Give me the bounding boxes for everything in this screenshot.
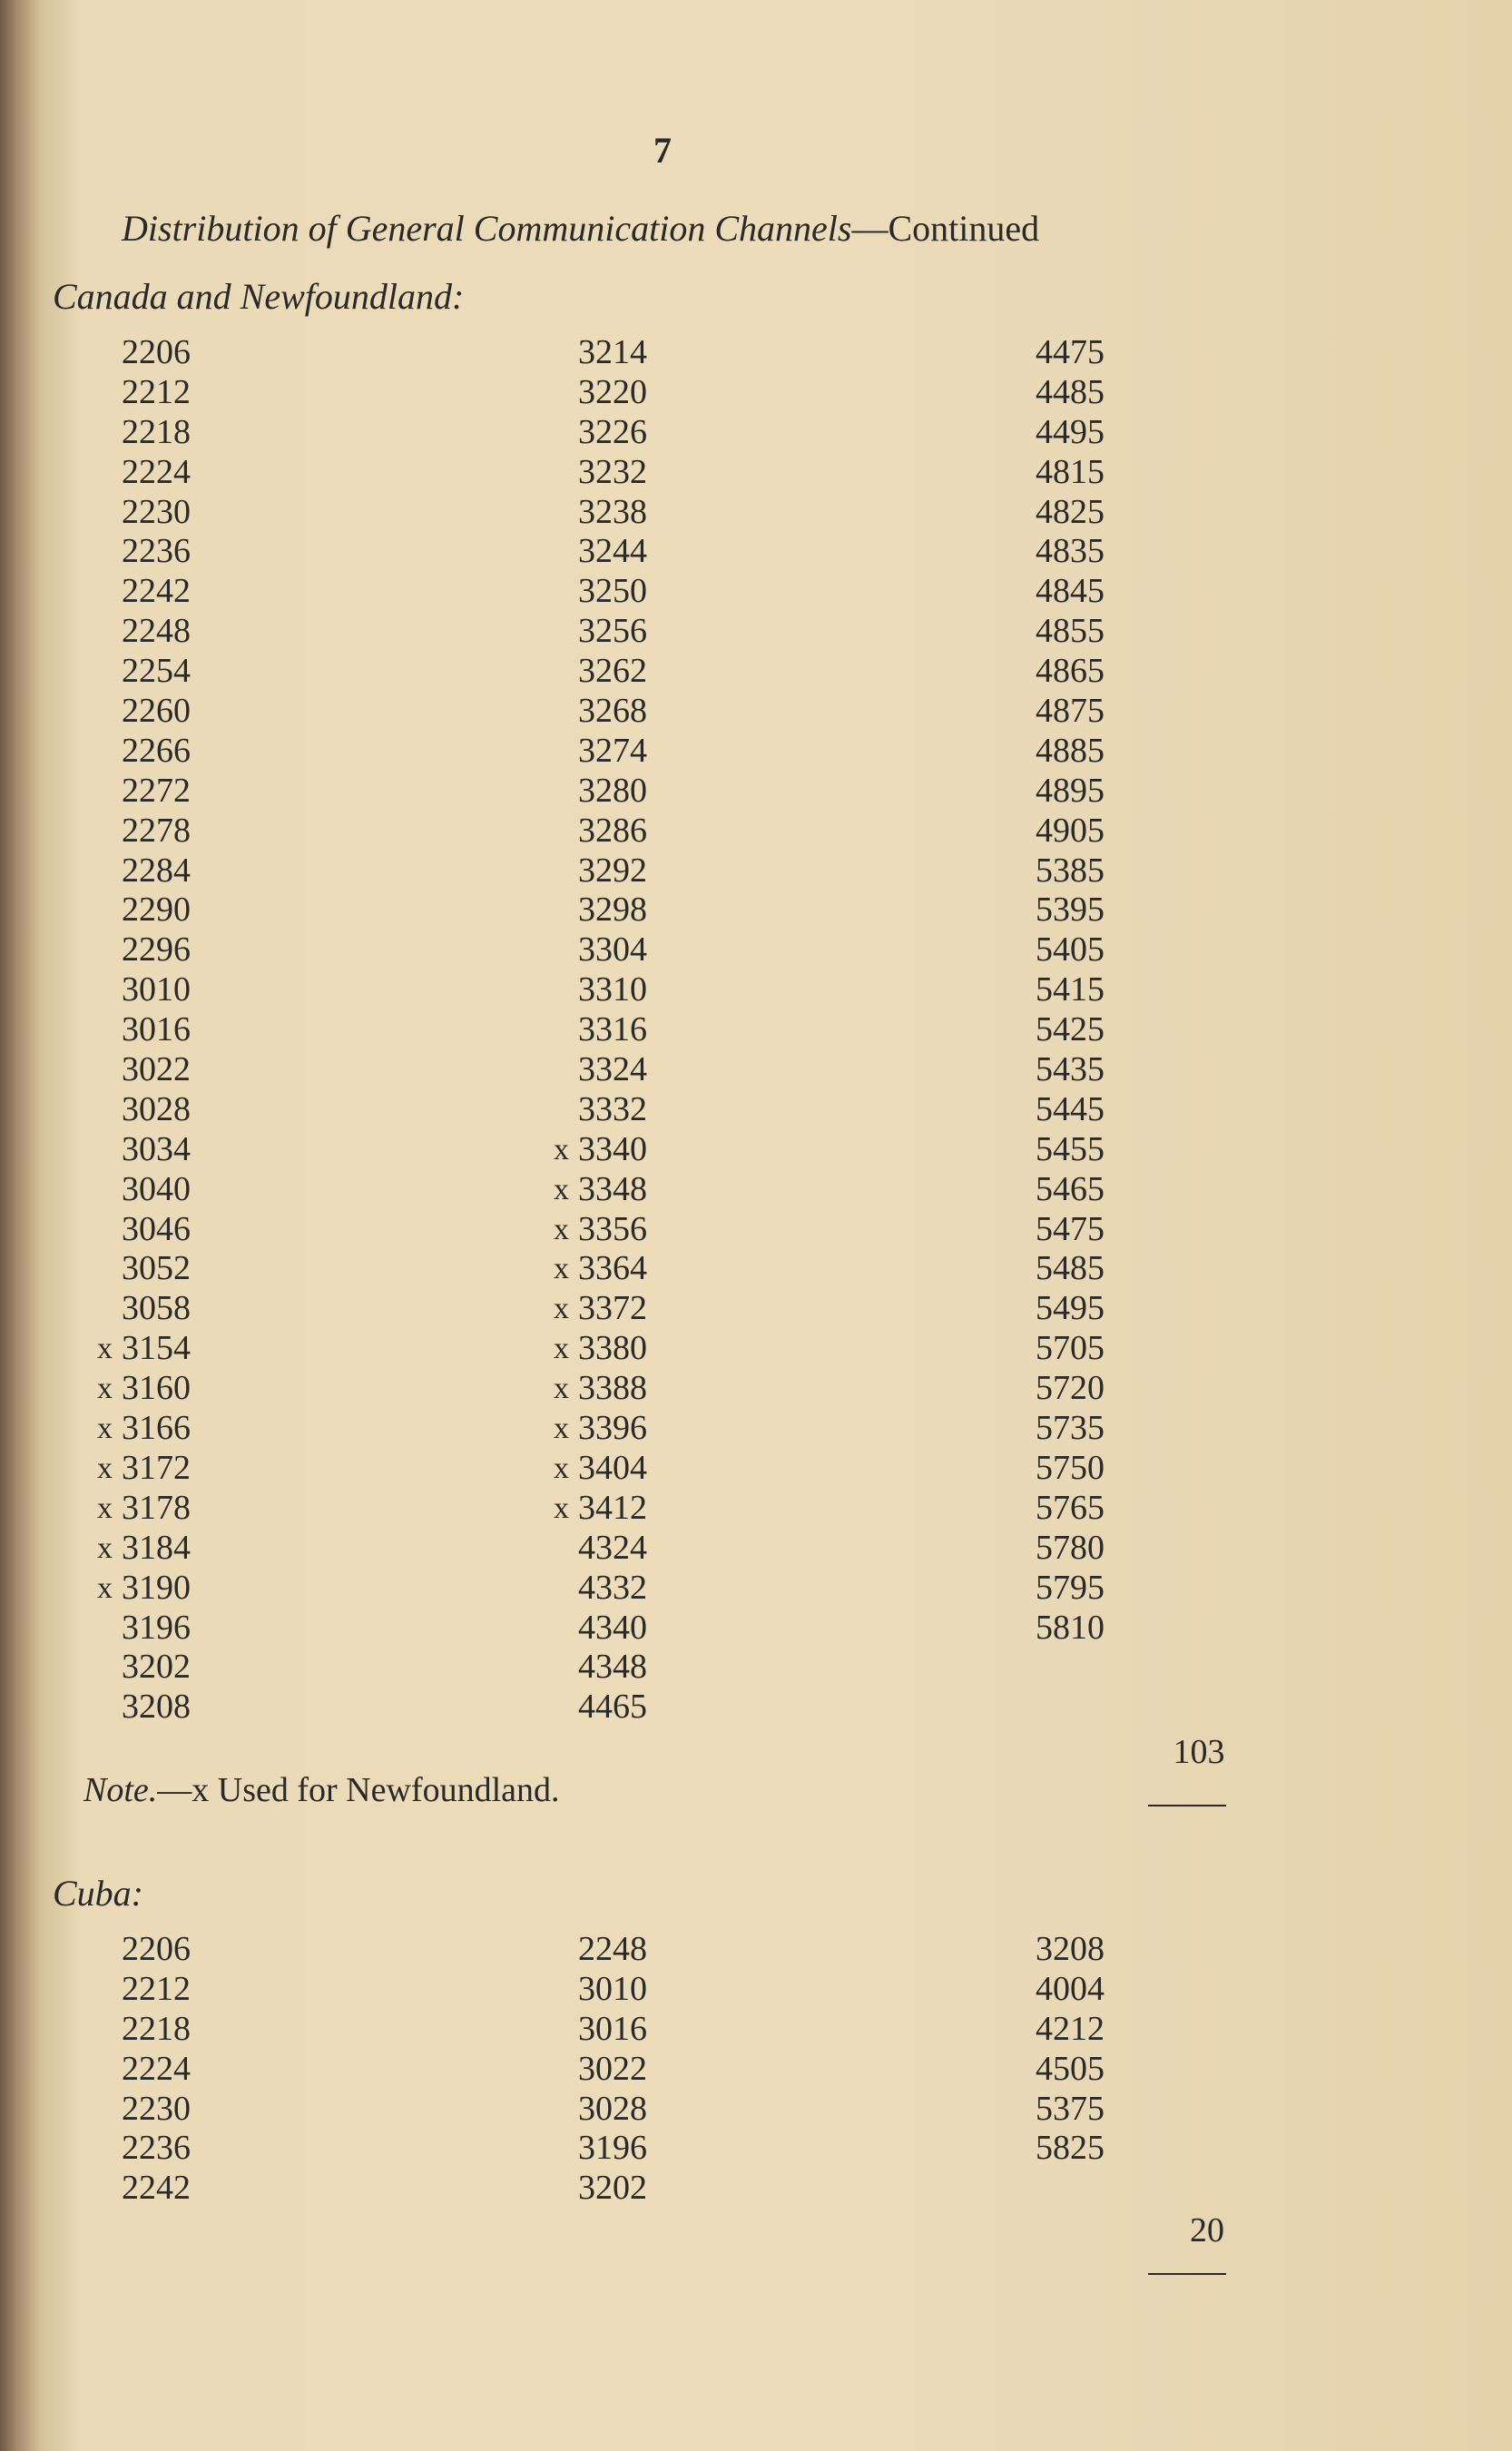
canada-column-1 — [97, 333, 191, 1728]
cuba-total: 20 — [1190, 2211, 1224, 2249]
channel-number: 5485 — [1036, 1249, 1105, 1288]
list-item — [97, 1568, 191, 1609]
canada-column-3 — [1036, 333, 1105, 1648]
channel-number: 3310 — [578, 970, 647, 1009]
list-item — [554, 1329, 647, 1369]
list-item — [578, 1529, 647, 1569]
channel-number: 3172 — [122, 1448, 191, 1487]
channel-number: 4855 — [1036, 612, 1105, 651]
list-item — [122, 373, 191, 413]
channel-number: 5415 — [1036, 970, 1105, 1009]
list-item — [1036, 2050, 1105, 2090]
channel-number: 3280 — [578, 771, 647, 810]
list-item — [1036, 532, 1105, 572]
channel-number: 3028 — [578, 2089, 647, 2128]
channel-number: 3166 — [122, 1409, 191, 1448]
channel-number: 2236 — [122, 532, 191, 571]
list-item — [1036, 812, 1105, 851]
channel-number: 3348 — [578, 1169, 647, 1208]
list-item — [1036, 1249, 1105, 1289]
list-item — [578, 1569, 647, 1609]
channel-number: 5795 — [1036, 1568, 1105, 1607]
channel-number: 2218 — [122, 2009, 191, 2048]
channel-number: 2296 — [122, 930, 191, 970]
channel-number: 2212 — [122, 1969, 191, 2008]
channel-number: 2206 — [122, 1930, 191, 1968]
channel-number: 2272 — [122, 771, 191, 810]
newfoundland-mark: x — [554, 1451, 569, 1485]
channel-number: 3028 — [122, 1089, 191, 1128]
newfoundland-note — [83, 1770, 560, 1810]
channel-number: 5765 — [1036, 1488, 1105, 1527]
list-item — [97, 1409, 191, 1449]
list-item — [122, 2050, 191, 2090]
list-item — [122, 732, 191, 772]
channel-number: 5495 — [1036, 1289, 1105, 1328]
channel-number: 3274 — [578, 731, 647, 770]
channel-number: 2290 — [122, 891, 191, 930]
canada-total-rule — [1148, 1805, 1226, 1806]
list-item — [578, 930, 647, 970]
channel-number: 4340 — [578, 1608, 647, 1647]
channel-number: 3202 — [122, 1648, 191, 1687]
channel-number: 3202 — [578, 2169, 647, 2208]
channel-number: 4324 — [578, 1528, 647, 1567]
channel-number: 3372 — [578, 1289, 647, 1328]
list-item — [578, 413, 647, 453]
channel-number: 5780 — [1036, 1528, 1105, 1567]
channel-number: 5435 — [1036, 1050, 1105, 1089]
list-item — [578, 2090, 647, 2130]
list-item — [1036, 453, 1105, 493]
channel-number: 4875 — [1036, 692, 1105, 731]
list-item — [554, 1369, 647, 1409]
channel-number: 3304 — [578, 930, 647, 970]
canada-column-2 — [554, 333, 647, 1728]
newfoundland-mark: x — [97, 1531, 113, 1565]
list-item — [97, 1448, 191, 1489]
channel-number: 3154 — [122, 1329, 191, 1368]
channel-number: 3010 — [578, 1969, 647, 2008]
list-item — [97, 1369, 191, 1409]
list-item — [578, 1648, 647, 1688]
channel-number: 5720 — [1036, 1369, 1105, 1408]
list-item — [122, 1130, 191, 1170]
channel-number: 4815 — [1036, 452, 1105, 491]
list-item — [578, 333, 647, 373]
list-item — [554, 1448, 647, 1489]
list-item — [122, 1688, 191, 1728]
channel-number: 3178 — [122, 1488, 191, 1527]
channel-number: 2236 — [122, 2129, 191, 2168]
canada-total: 103 — [1173, 1733, 1225, 1771]
list-item — [578, 453, 647, 493]
channel-number: 5735 — [1036, 1409, 1105, 1448]
list-item — [122, 652, 191, 692]
title-main: Distribution of General Communication Channels — [122, 208, 852, 249]
list-item — [554, 1289, 647, 1329]
channel-number: 5445 — [1036, 1089, 1105, 1128]
list-item — [122, 1090, 191, 1130]
channel-number: 3324 — [578, 1050, 647, 1089]
channel-number: 3286 — [578, 811, 647, 850]
channel-number: 3046 — [122, 1209, 191, 1248]
list-item — [578, 1688, 647, 1728]
channel-number: 3196 — [578, 2129, 647, 2168]
list-item — [554, 1409, 647, 1449]
newfoundland-mark: x — [554, 1332, 569, 1366]
list-item — [1036, 1130, 1105, 1170]
channel-number: 3396 — [578, 1409, 647, 1448]
page-title — [122, 207, 1039, 250]
channel-number: 5385 — [1036, 851, 1105, 890]
channel-number: 3412 — [578, 1488, 647, 1527]
channel-number: 3022 — [122, 1050, 191, 1089]
channel-number: 5375 — [1036, 2089, 1105, 2128]
list-item — [578, 1090, 647, 1130]
channel-number: 3040 — [122, 1169, 191, 1208]
list-item — [122, 812, 191, 851]
newfoundland-mark: x — [97, 1451, 113, 1485]
channel-number: 3356 — [578, 1209, 647, 1248]
channel-number: 3190 — [122, 1568, 191, 1607]
list-item — [122, 1170, 191, 1210]
title-continued: —Continued — [851, 208, 1040, 249]
channel-number: 3298 — [578, 891, 647, 930]
channel-number: 5750 — [1036, 1448, 1105, 1487]
channel-number: 3208 — [1036, 1930, 1105, 1968]
channel-number: 5810 — [1036, 1608, 1105, 1647]
list-item — [122, 2090, 191, 2130]
channel-number: 3292 — [578, 851, 647, 890]
list-item — [578, 1609, 647, 1649]
list-item — [1036, 1289, 1105, 1329]
newfoundland-mark: x — [97, 1570, 113, 1605]
list-item — [578, 851, 647, 891]
channel-number: 2230 — [122, 2089, 191, 2128]
channel-number: 2230 — [122, 492, 191, 531]
channel-number: 3010 — [122, 970, 191, 1009]
list-item — [122, 1609, 191, 1649]
list-item — [122, 2129, 191, 2169]
list-item — [1036, 2010, 1105, 2050]
list-item — [1036, 692, 1105, 732]
channel-number: 3404 — [578, 1448, 647, 1487]
list-item — [578, 652, 647, 692]
newfoundland-mark: x — [554, 1292, 569, 1326]
list-item — [578, 2010, 647, 2050]
channel-number: 3268 — [578, 692, 647, 731]
channel-number: 3052 — [122, 1249, 191, 1288]
channel-number: 3262 — [578, 652, 647, 691]
channel-number: 3380 — [578, 1329, 647, 1368]
channel-number: 5705 — [1036, 1329, 1105, 1368]
note-label: Note. — [83, 1771, 158, 1809]
channel-number: 3364 — [578, 1249, 647, 1288]
list-item — [122, 453, 191, 493]
channel-number: 3208 — [122, 1688, 191, 1727]
list-item — [554, 1488, 647, 1529]
list-item — [1036, 851, 1105, 891]
list-item — [1036, 1210, 1105, 1250]
list-item — [578, 1970, 647, 2010]
list-item — [97, 1528, 191, 1569]
list-item — [122, 1648, 191, 1688]
channel-number: 2224 — [122, 2049, 191, 2088]
list-item — [122, 572, 191, 612]
channel-number: 2266 — [122, 731, 191, 770]
list-item — [122, 1050, 191, 1090]
channel-number: 4825 — [1036, 492, 1105, 531]
channel-number: 3184 — [122, 1528, 191, 1567]
list-item — [1036, 1329, 1105, 1369]
list-item — [578, 732, 647, 772]
list-item — [122, 692, 191, 732]
list-item — [1036, 1369, 1105, 1409]
channel-number: 3058 — [122, 1289, 191, 1328]
list-item — [122, 2010, 191, 2050]
list-item — [1036, 1529, 1105, 1569]
list-item — [122, 2169, 191, 2209]
list-item — [578, 891, 647, 930]
channel-number: 4348 — [578, 1648, 647, 1687]
list-item — [97, 1488, 191, 1529]
channel-number: 4895 — [1036, 771, 1105, 810]
channel-number: 3160 — [122, 1369, 191, 1408]
list-item — [122, 333, 191, 373]
channel-number: 2254 — [122, 652, 191, 691]
list-item — [1036, 970, 1105, 1010]
list-item — [554, 1249, 647, 1289]
channel-number: 3332 — [578, 1089, 647, 1128]
channel-number: 4905 — [1036, 811, 1105, 850]
list-item — [1036, 1609, 1105, 1649]
list-item — [1036, 1569, 1105, 1609]
channel-number: 2224 — [122, 452, 191, 491]
list-item — [578, 493, 647, 533]
channel-number: 4212 — [1036, 2009, 1105, 2048]
channel-number: 4835 — [1036, 532, 1105, 571]
channel-number: 2218 — [122, 412, 191, 451]
list-item — [122, 1289, 191, 1329]
channel-number: 3238 — [578, 492, 647, 531]
list-item — [1036, 572, 1105, 612]
channel-number: 3244 — [578, 532, 647, 571]
channel-number: 2248 — [578, 1930, 647, 1968]
list-item — [122, 1249, 191, 1289]
list-item — [554, 1129, 647, 1170]
list-item — [554, 1169, 647, 1210]
channel-number: 3316 — [578, 1010, 647, 1049]
channel-number: 3016 — [122, 1010, 191, 1049]
channel-number: 3250 — [578, 572, 647, 611]
list-item — [1036, 732, 1105, 772]
channel-number: 2248 — [122, 612, 191, 651]
channel-number: 3226 — [578, 412, 647, 451]
channel-number: 4885 — [1036, 731, 1105, 770]
list-item — [122, 1010, 191, 1050]
channel-number: 4004 — [1036, 1969, 1105, 2008]
channel-number: 2242 — [122, 572, 191, 611]
section-heading-cuba: Cuba: — [53, 1873, 143, 1914]
section-heading-canada: Canada and Newfoundland: — [53, 276, 465, 317]
list-item — [1036, 1050, 1105, 1090]
channel-number: 5825 — [1036, 2129, 1105, 2168]
list-item — [1036, 1930, 1105, 1970]
list-item — [554, 1209, 647, 1250]
channel-number: 3232 — [578, 452, 647, 491]
channel-number: 2206 — [122, 333, 191, 371]
list-item — [1036, 1489, 1105, 1529]
channel-number: 3022 — [578, 2049, 647, 2088]
list-item — [1036, 413, 1105, 453]
channel-number: 2278 — [122, 811, 191, 850]
list-item — [578, 772, 647, 812]
channel-number: 3214 — [578, 333, 647, 371]
list-item — [122, 1930, 191, 1970]
list-item — [1036, 1449, 1105, 1489]
channel-number: 4332 — [578, 1568, 647, 1607]
list-item — [1036, 493, 1105, 533]
list-item — [122, 891, 191, 930]
newfoundland-mark: x — [97, 1412, 113, 1446]
channel-number: 4495 — [1036, 412, 1105, 451]
channel-number: 4845 — [1036, 572, 1105, 611]
channel-number: 5455 — [1036, 1129, 1105, 1168]
list-item — [578, 1930, 647, 1970]
list-item — [578, 692, 647, 732]
channel-number: 5405 — [1036, 930, 1105, 970]
newfoundland-mark: x — [554, 1212, 569, 1246]
list-item — [578, 373, 647, 413]
list-item — [1036, 652, 1105, 692]
channel-number: 4465 — [578, 1688, 647, 1727]
channel-number: 3340 — [578, 1129, 647, 1168]
newfoundland-mark: x — [554, 1412, 569, 1446]
channel-number: 3196 — [122, 1608, 191, 1647]
list-item — [122, 413, 191, 453]
list-item — [122, 930, 191, 970]
channel-number: 5475 — [1036, 1209, 1105, 1248]
list-item — [1036, 2129, 1105, 2169]
list-item — [1036, 1090, 1105, 1130]
channel-number: 2284 — [122, 851, 191, 890]
channel-number: 4485 — [1036, 372, 1105, 411]
channel-number: 3220 — [578, 372, 647, 411]
list-item — [1036, 1170, 1105, 1210]
list-item — [578, 1010, 647, 1050]
list-item — [122, 612, 191, 652]
cuba-column-2 — [578, 1930, 647, 2209]
list-item — [122, 970, 191, 1010]
newfoundland-mark: x — [554, 1252, 569, 1286]
newfoundland-mark: x — [554, 1132, 569, 1166]
list-item — [122, 532, 191, 572]
channel-number: 2212 — [122, 372, 191, 411]
newfoundland-mark: x — [554, 1491, 569, 1525]
list-item — [1036, 333, 1105, 373]
channel-number: 5395 — [1036, 891, 1105, 930]
list-item — [578, 1050, 647, 1090]
list-item — [578, 532, 647, 572]
list-item — [122, 851, 191, 891]
channel-number: 4865 — [1036, 652, 1105, 691]
channel-number: 4505 — [1036, 2049, 1105, 2088]
cuba-total-rule — [1148, 2273, 1226, 2275]
list-item — [1036, 1409, 1105, 1449]
newfoundland-mark: x — [554, 1372, 569, 1406]
list-item — [578, 812, 647, 851]
cuba-column-1 — [122, 1930, 191, 2209]
channel-number: 3256 — [578, 612, 647, 651]
list-item — [578, 612, 647, 652]
page-number: 7 — [653, 130, 672, 171]
list-item — [1036, 1010, 1105, 1050]
channel-number: 5425 — [1036, 1010, 1105, 1049]
list-item — [1036, 891, 1105, 930]
list-item — [1036, 612, 1105, 652]
newfoundland-mark: x — [554, 1172, 569, 1206]
list-item — [1036, 373, 1105, 413]
channel-number: 2260 — [122, 692, 191, 731]
note-text: —x Used for Newfoundland. — [157, 1771, 560, 1809]
channel-number: 3016 — [578, 2009, 647, 2048]
list-item — [122, 493, 191, 533]
list-item — [578, 2050, 647, 2090]
list-item — [122, 772, 191, 812]
newfoundland-mark: x — [97, 1332, 113, 1366]
channel-number: 5465 — [1036, 1169, 1105, 1208]
list-item — [1036, 1970, 1105, 2010]
channel-number: 3034 — [122, 1129, 191, 1168]
list-item — [578, 2169, 647, 2209]
list-item — [97, 1329, 191, 1369]
newfoundland-mark: x — [97, 1372, 113, 1406]
cuba-column-3 — [1036, 1930, 1105, 2169]
channel-number: 2242 — [122, 2169, 191, 2208]
list-item — [578, 970, 647, 1010]
channel-number: 4475 — [1036, 333, 1105, 371]
list-item — [122, 1210, 191, 1250]
list-item — [1036, 772, 1105, 812]
list-item — [1036, 930, 1105, 970]
list-item — [578, 2129, 647, 2169]
list-item — [578, 572, 647, 612]
channel-number: 3388 — [578, 1369, 647, 1408]
list-item — [122, 1970, 191, 2010]
list-item — [1036, 2090, 1105, 2130]
newfoundland-mark: x — [97, 1491, 113, 1525]
